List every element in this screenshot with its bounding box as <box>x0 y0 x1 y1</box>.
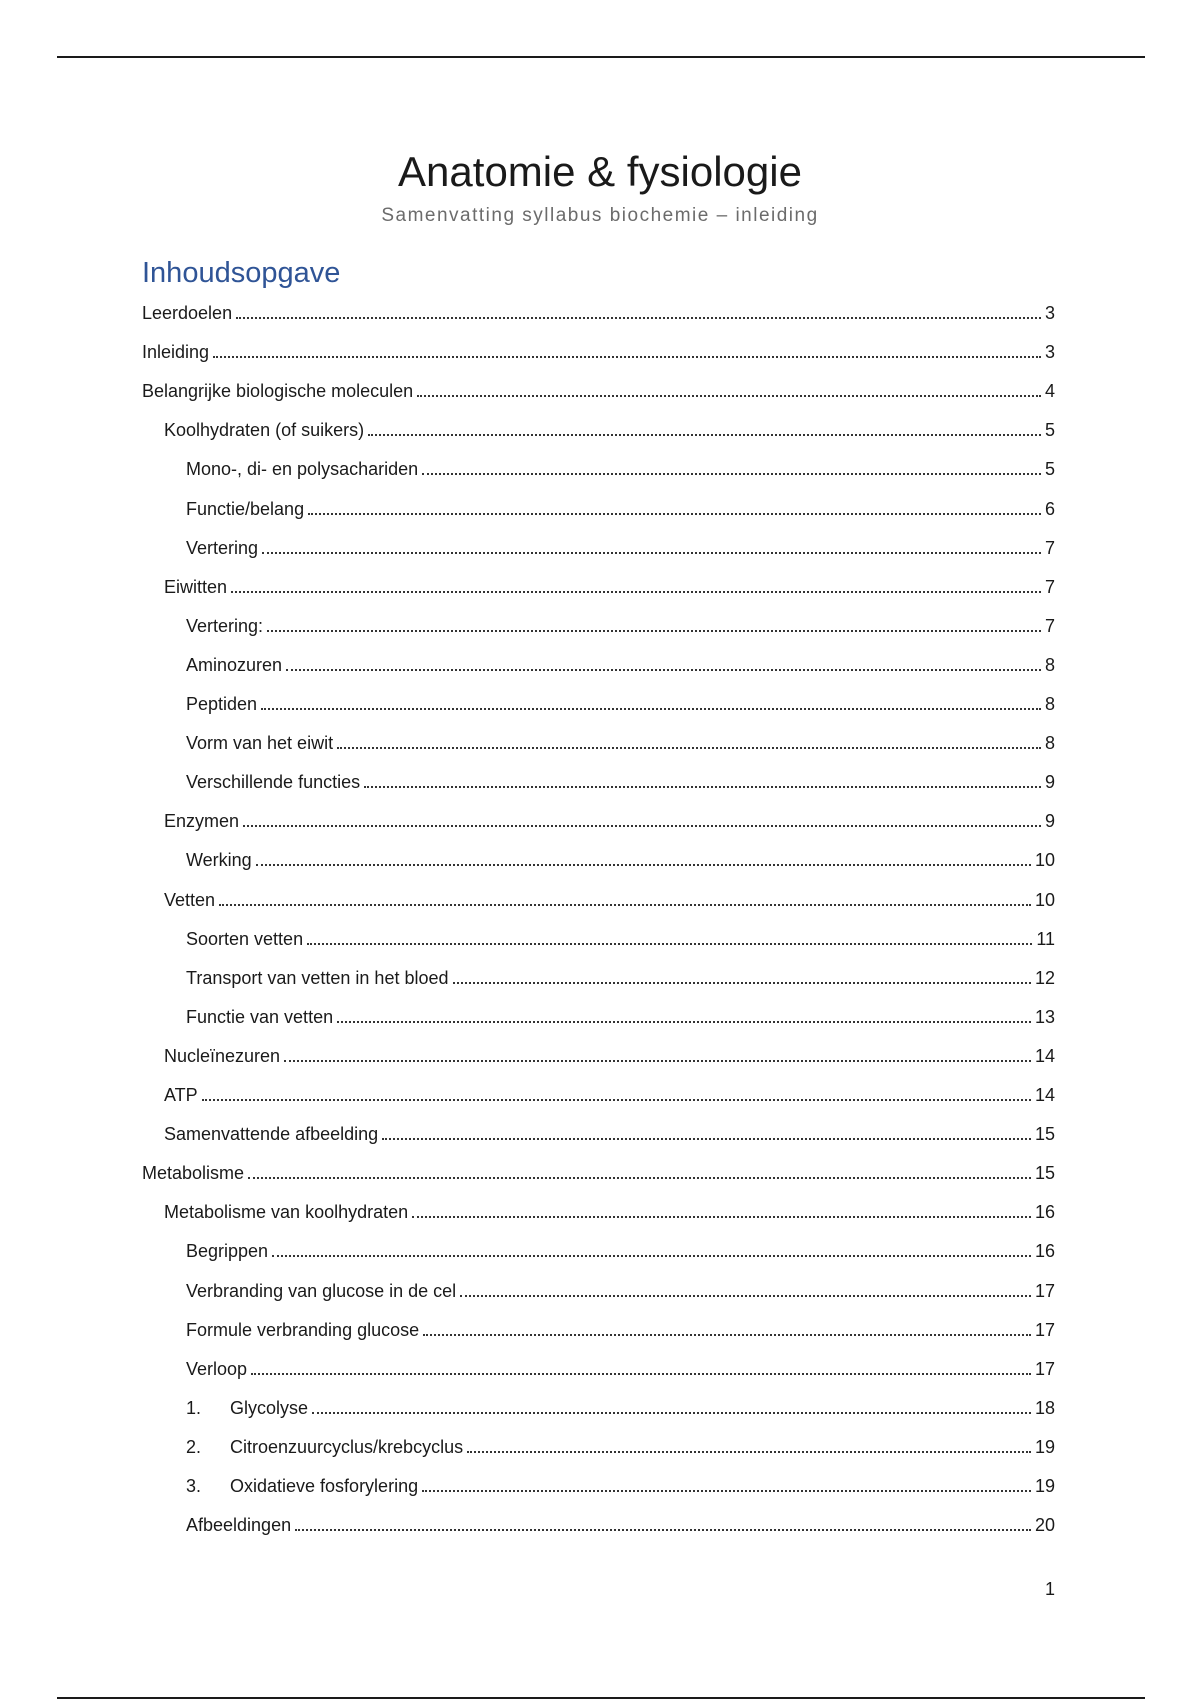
toc-entry[interactable] <box>164 1082 1055 1106</box>
toc-heading: Inhoudsopgave <box>142 257 341 289</box>
toc-entry-page: 8 <box>1044 733 1055 753</box>
toc-entry-label <box>186 693 257 715</box>
toc-dot-leader <box>243 825 1041 827</box>
toc-entry[interactable] <box>186 965 1055 989</box>
toc-entry-text: Functie van vetten <box>186 1007 334 1027</box>
toc-entry-text: Eiwitten <box>164 577 228 597</box>
toc-entry[interactable] <box>186 1317 1055 1341</box>
toc-entry-label <box>164 1084 198 1106</box>
toc-entry[interactable] <box>164 1199 1055 1223</box>
toc-entry-page: 17 <box>1034 1320 1055 1340</box>
toc-entry-label <box>186 1319 419 1341</box>
toc-entry-page: 14 <box>1034 1085 1055 1105</box>
toc-entry[interactable] <box>164 808 1055 832</box>
toc-entry-text: Metabolisme van koolhydraten <box>164 1202 409 1222</box>
toc-entry-page: 18 <box>1034 1398 1055 1418</box>
toc-dot-leader <box>251 1373 1031 1375</box>
toc-entry[interactable] <box>186 613 1055 637</box>
toc-entry-label <box>164 576 227 598</box>
toc-entry-page: 17 <box>1034 1359 1055 1379</box>
toc-entry-page: 15 <box>1034 1163 1055 1183</box>
toc-entry-text: Samenvattende afbeelding <box>164 1124 379 1144</box>
toc-entry-page: 19 <box>1034 1437 1055 1457</box>
toc-entry[interactable] <box>142 378 1055 402</box>
toc-dot-leader <box>423 1334 1031 1336</box>
toc-dot-leader <box>286 669 1041 671</box>
toc-entry-page: 20 <box>1034 1515 1055 1535</box>
toc-entry-label <box>186 1280 456 1302</box>
toc-dot-leader <box>417 395 1041 397</box>
toc-entry[interactable] <box>186 769 1055 793</box>
toc-entry-label <box>142 1162 244 1184</box>
document-title: Anatomie & fysiologie <box>398 148 802 195</box>
toc-entry-page: 8 <box>1044 694 1055 714</box>
toc-entry[interactable] <box>186 691 1055 715</box>
toc-dot-leader <box>308 513 1041 515</box>
toc-entry-text: Vorm van het eiwit <box>186 733 334 753</box>
toc-entry-text: Nucleïnezuren <box>164 1046 281 1066</box>
toc-dot-leader <box>412 1216 1031 1218</box>
toc-entry-number: 1. <box>186 1398 202 1418</box>
toc-entry-text: Koolhydraten (of suikers) <box>164 420 365 440</box>
toc-dot-leader <box>337 747 1041 749</box>
toc-entry-label <box>164 419 364 441</box>
toc-entry-text: Inleiding <box>142 342 210 362</box>
toc-dot-leader <box>460 1295 1031 1297</box>
toc-entry[interactable] <box>164 574 1055 598</box>
toc-entry-text: Begrippen <box>186 1241 269 1261</box>
toc-entry-text: Transport van vetten in het bloed <box>186 968 449 988</box>
toc-entry-page: 13 <box>1034 1007 1055 1027</box>
toc-dot-leader <box>248 1177 1031 1179</box>
toc-entry-number: 3. <box>186 1476 202 1496</box>
toc-entry-label <box>186 615 263 637</box>
toc-dot-leader <box>272 1255 1031 1257</box>
toc-entry-page: 10 <box>1034 850 1055 870</box>
toc-entry[interactable] <box>142 300 1055 324</box>
toc-entry-text: Vertering: <box>186 616 264 636</box>
toc-entry-page: 16 <box>1034 1202 1055 1222</box>
toc-dot-leader <box>256 864 1031 866</box>
toc-entry[interactable] <box>186 1238 1055 1262</box>
toc-entry[interactable] <box>186 1278 1055 1302</box>
toc-entry-label <box>186 771 360 793</box>
toc-entry-text: Leerdoelen <box>142 303 233 323</box>
toc-dot-leader <box>337 1021 1031 1023</box>
toc-dot-leader <box>219 904 1031 906</box>
toc-dot-leader <box>307 943 1032 945</box>
toc-entry-label <box>142 341 209 363</box>
toc-entry-page: 7 <box>1044 577 1055 597</box>
toc-entry-page: 19 <box>1034 1476 1055 1496</box>
toc-entry-label <box>186 498 304 520</box>
toc-entry-text: Belangrijke biologische moleculen <box>142 381 414 401</box>
toc-entry[interactable] <box>186 1004 1055 1028</box>
toc-entry[interactable] <box>186 1512 1055 1536</box>
toc-dot-leader <box>467 1451 1031 1453</box>
toc-dot-leader <box>368 434 1041 436</box>
toc-dot-leader <box>231 591 1041 593</box>
toc-entry-label <box>186 928 303 950</box>
toc-entry-number: 2. <box>186 1437 202 1457</box>
toc-entry[interactable] <box>186 847 1055 871</box>
toc-entry-page: 10 <box>1034 890 1055 910</box>
toc-entry[interactable] <box>186 1395 1055 1419</box>
toc-entry-page: 8 <box>1044 655 1055 675</box>
toc-entry-page: 15 <box>1034 1124 1055 1144</box>
toc-entry-label <box>142 380 413 402</box>
toc-entry[interactable] <box>164 887 1055 911</box>
toc-entry-page: 5 <box>1044 459 1055 479</box>
toc-entry-label <box>186 537 258 559</box>
toc-entry[interactable] <box>186 1434 1055 1458</box>
toc-entry[interactable] <box>186 652 1055 676</box>
toc-entry-label <box>142 302 232 324</box>
toc-dot-leader <box>295 1529 1031 1531</box>
toc-dot-leader <box>267 630 1041 632</box>
toc-entry-page: 17 <box>1034 1281 1055 1301</box>
toc-entry-page: 3 <box>1044 303 1055 323</box>
toc-entry-label <box>186 849 252 871</box>
toc-entry-label <box>164 1123 378 1145</box>
toc-dot-leader <box>236 317 1041 319</box>
toc-dot-leader <box>261 708 1041 710</box>
toc-entry[interactable] <box>142 1160 1055 1184</box>
toc-entry-text: Vertering <box>186 538 259 558</box>
toc-entry-text: Metabolisme <box>142 1163 245 1183</box>
toc-entry-label <box>186 458 418 480</box>
toc-entry-page: 7 <box>1044 616 1055 636</box>
toc-entry-text: Verloop <box>186 1359 248 1379</box>
toc-dot-leader <box>422 473 1041 475</box>
toc-entry-label <box>164 810 239 832</box>
toc-entry-label <box>186 1397 308 1419</box>
toc-entry[interactable] <box>164 1121 1055 1145</box>
toc-entry-page: 14 <box>1034 1046 1055 1066</box>
toc-entry-page: 4 <box>1044 381 1055 401</box>
toc-entry-label <box>186 1436 463 1458</box>
toc-entry-page: 7 <box>1044 538 1055 558</box>
toc-entry-text: Oxidatieve fosforylering <box>230 1476 419 1496</box>
toc-entry[interactable] <box>186 1356 1055 1380</box>
toc-entry[interactable] <box>164 417 1055 441</box>
toc-dot-leader <box>422 1490 1031 1492</box>
toc-dot-leader <box>284 1060 1031 1062</box>
toc-entry-page: 6 <box>1044 499 1055 519</box>
toc-entry-label <box>186 1240 268 1262</box>
toc-dot-leader <box>213 356 1041 358</box>
toc-entry-page: 3 <box>1044 342 1055 362</box>
toc-dot-leader <box>453 982 1031 984</box>
toc-dot-leader <box>262 552 1041 554</box>
footer-rule <box>57 1697 1145 1699</box>
toc-entry-text: ATP <box>164 1085 198 1105</box>
toc-entry-text: Verbranding van glucose in de cel <box>186 1281 457 1301</box>
toc-entry[interactable] <box>142 339 1055 363</box>
toc-entry-label <box>186 967 449 989</box>
toc-dot-leader <box>202 1099 1031 1101</box>
toc-entry-label <box>186 1358 247 1380</box>
toc-entry-label <box>186 732 333 754</box>
toc-entry-text: Aminozuren <box>186 655 283 675</box>
toc-entry-label <box>186 1006 333 1028</box>
toc-entry-text: Formule verbranding glucose <box>186 1320 420 1340</box>
toc-dot-leader <box>364 786 1041 788</box>
toc-entry-label <box>164 1201 408 1223</box>
toc-entry-text: Citroenzuurcyclus/krebcyclus <box>230 1437 464 1457</box>
toc-entry-label <box>164 889 215 911</box>
toc-entry-label <box>186 1475 418 1497</box>
toc-entry-label <box>186 1514 291 1536</box>
toc-entry[interactable] <box>186 1473 1055 1497</box>
page-number: 1 <box>1044 1579 1055 1599</box>
toc-entry-label <box>186 654 282 676</box>
toc-dot-leader <box>382 1138 1031 1140</box>
toc-entry-page: 16 <box>1034 1241 1055 1261</box>
toc-entry[interactable] <box>186 456 1055 480</box>
toc-entry-text: Peptiden <box>186 694 258 714</box>
toc-entry-text: Soorten vetten <box>186 929 304 949</box>
toc-entry-text: Werking <box>186 850 252 870</box>
document-subtitle: Samenvatting syllabus biochemie – inleiding <box>381 205 819 226</box>
toc-entry[interactable] <box>186 926 1055 950</box>
toc-entry-page: 9 <box>1044 772 1055 792</box>
toc-entry-page: 9 <box>1044 811 1055 831</box>
toc-entry-text: Verschillende functies <box>186 772 361 792</box>
toc-entry[interactable] <box>186 496 1055 520</box>
toc-entry[interactable] <box>164 1043 1055 1067</box>
toc-entry-page: 12 <box>1034 968 1055 988</box>
toc-entry-text: Glycolyse <box>230 1398 309 1418</box>
toc-entry[interactable] <box>186 730 1055 754</box>
toc-entry-text: Enzymen <box>164 811 240 831</box>
toc-entry-page: 5 <box>1044 420 1055 440</box>
toc-entry-text: Mono-, di- en polysachariden <box>186 459 419 479</box>
toc-entry[interactable] <box>186 535 1055 559</box>
toc-entry-label <box>164 1045 280 1067</box>
toc-entry-page: 11 <box>1036 929 1055 949</box>
toc-entry-text: Functie/belang <box>186 499 305 519</box>
toc-entry-text: Vetten <box>164 890 216 910</box>
toc-entry-text: Afbeeldingen <box>186 1515 292 1535</box>
toc-dot-leader <box>312 1412 1031 1414</box>
